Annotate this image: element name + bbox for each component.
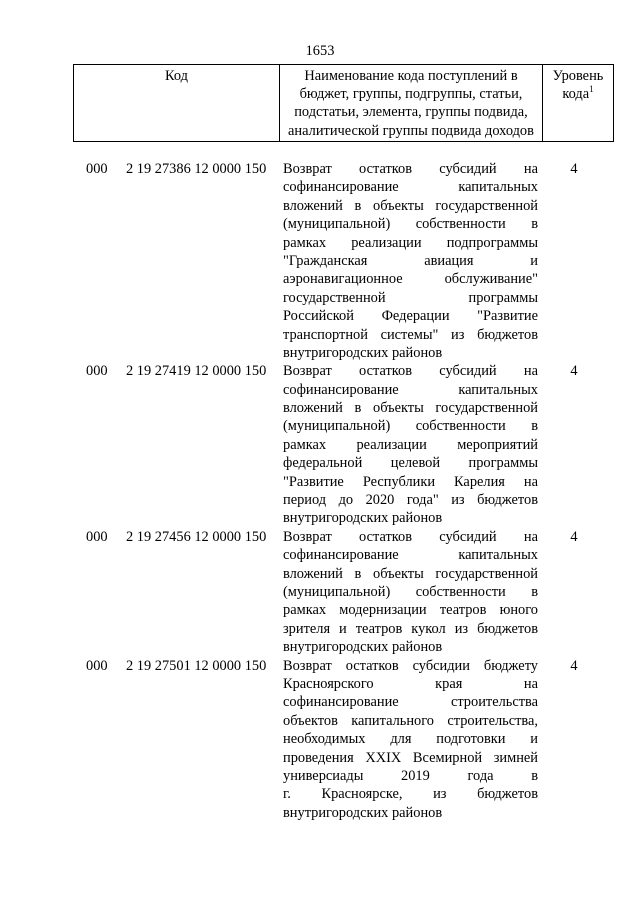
- name-line: Российской Федерации "Развитие: [283, 308, 538, 325]
- name-line: вложений в объекты государственной: [283, 400, 538, 417]
- name-line: софинансирование капитальных: [283, 179, 538, 196]
- name-line: транспортной системы" из бюджетов: [283, 326, 538, 343]
- row-level: 4: [570, 161, 578, 177]
- row-name: [283, 362, 538, 528]
- name-line: софинансирование капитальных: [283, 547, 538, 564]
- name-line: необходимых для подготовки и: [283, 731, 538, 748]
- name-line: г. Красноярске, из бюджетов: [283, 786, 538, 803]
- header-name-line: бюджет, группы, подгруппы, статьи,: [299, 86, 523, 103]
- table-row: [73, 160, 610, 362]
- header-name-line: аналитической группы подвида доходов: [288, 122, 534, 139]
- header-name-line: подстатьи, элемента, группы подвида,: [294, 104, 528, 121]
- row-level: 4: [570, 528, 578, 545]
- table-row: [73, 657, 610, 823]
- header-name-line: Наименование кода поступлений в: [304, 68, 518, 84]
- name-line: Возврат остатков субсидии бюджету: [283, 657, 538, 674]
- name-line: период до 2020 года" из бюджетов: [283, 492, 538, 509]
- name-line: вложений в объекты государственной: [283, 565, 538, 582]
- table-row: [73, 528, 610, 657]
- name-line: проведения XXIX Всемирной зимней: [283, 749, 538, 766]
- page-number: 1653: [305, 43, 335, 59]
- row-prefix: 000: [86, 528, 108, 545]
- name-line: вложений в объекты государственной: [283, 197, 538, 214]
- name-line: федеральной целевой программы: [283, 455, 538, 472]
- name-line: софинансирование строительства: [283, 694, 538, 711]
- table-row: [73, 362, 610, 528]
- name-line: рамках реализации подпрограммы: [283, 234, 538, 251]
- name-line: "Гражданская авиация и: [283, 252, 538, 269]
- row-level: 4: [570, 363, 578, 380]
- name-line: (муниципальной) собственности в: [283, 583, 538, 600]
- name-line: Возврат остатков субсидий на: [283, 528, 538, 545]
- row-prefix: 000: [86, 363, 108, 380]
- header-level-line: Уровень: [552, 68, 604, 84]
- row-code: 2 19 27501 12 0000 150: [126, 657, 267, 674]
- header-level-word: кода: [562, 86, 590, 103]
- row-name: [283, 528, 538, 657]
- header-code-cell: [74, 65, 280, 142]
- name-line: софинансирование капитальных: [283, 381, 538, 398]
- name-line: внутригородских районов: [283, 510, 443, 527]
- name-line: рамках реализации мероприятий: [283, 436, 538, 453]
- name-line: зрителя и театров кукол из бюджетов: [283, 620, 538, 637]
- name-line: внутригородских районов: [283, 344, 443, 361]
- name-line: внутригородских районов: [283, 804, 443, 821]
- row-name: [283, 657, 538, 823]
- name-line: государственной программы: [283, 289, 538, 306]
- row-code: 2 19 27419 12 0000 150: [126, 363, 267, 380]
- name-line: внутригородских районов: [283, 639, 443, 656]
- header-name-cell: [280, 65, 543, 142]
- footnote-marker: 1: [589, 84, 594, 95]
- name-line: рамках модернизации театров юного: [283, 602, 538, 619]
- name-line: универсиады 2019 года в: [283, 767, 538, 784]
- row-code: 2 19 27456 12 0000 150: [126, 528, 267, 545]
- table-body: [73, 160, 610, 822]
- name-line: Возврат остатков субсидий на: [283, 363, 538, 380]
- name-line: (муниципальной) собственности в: [283, 418, 538, 435]
- row-prefix: 000: [86, 161, 108, 177]
- header-level-line-2: [543, 85, 613, 103]
- row-prefix: 000: [86, 657, 108, 674]
- table-header: [73, 64, 614, 142]
- header-level-cell: [543, 65, 614, 142]
- name-line: "Развитие Республики Карелия на: [283, 473, 538, 490]
- name-line: аэронавигационное обслуживание": [283, 271, 538, 288]
- row-level: 4: [570, 657, 578, 674]
- header-code-label: Код: [165, 68, 188, 84]
- name-line: Возврат остатков субсидий на: [283, 161, 538, 177]
- name-line: объектов капитального строительства,: [283, 712, 538, 729]
- row-name: [283, 160, 538, 362]
- name-line: Красноярского края на: [283, 675, 538, 692]
- name-line: (муниципальной) собственности в: [283, 216, 538, 233]
- row-code: 2 19 27386 12 0000 150: [126, 161, 267, 177]
